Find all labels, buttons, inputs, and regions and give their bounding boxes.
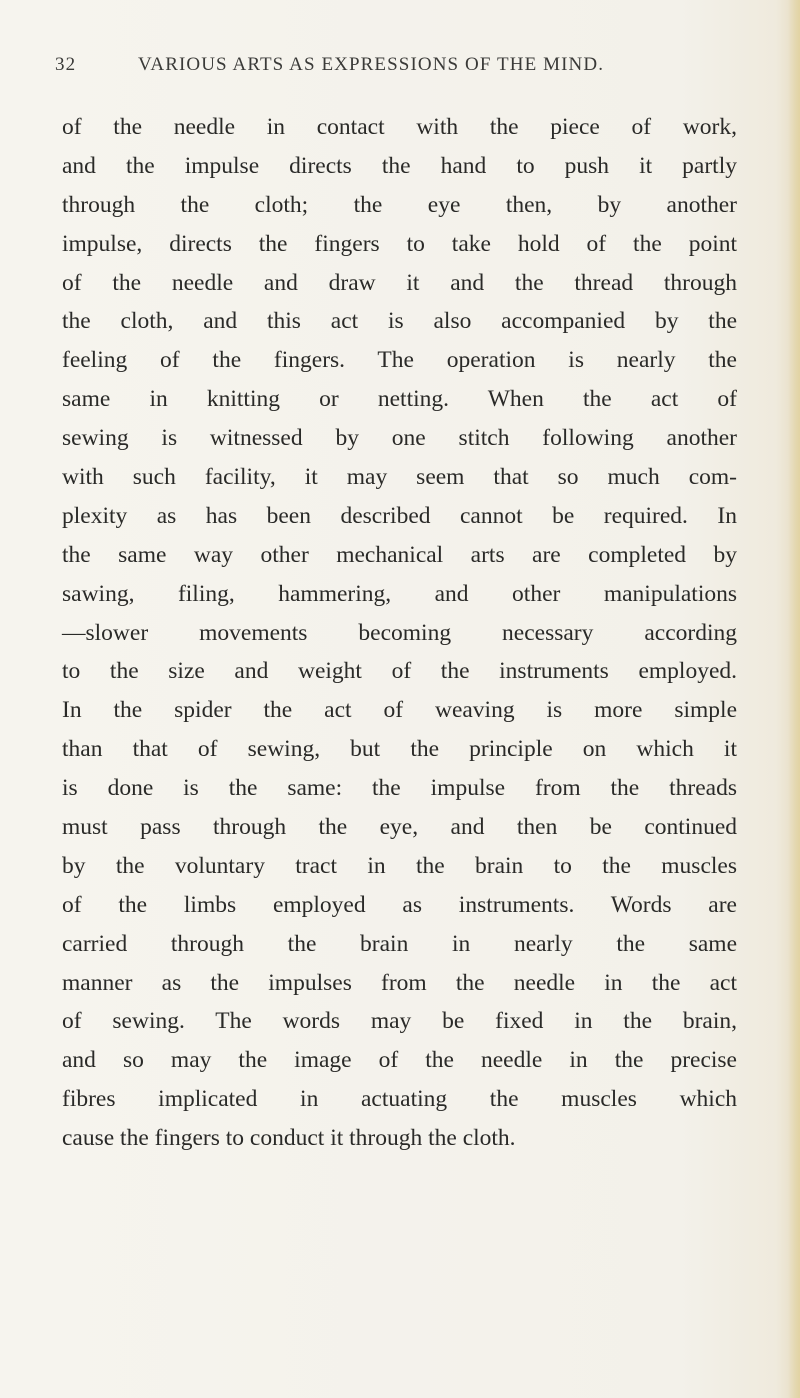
- text-line: —slower movements becoming necessary according: [62, 619, 737, 646]
- text-line: plexity as has been described cannot be required. In: [62, 502, 737, 529]
- text-line: to the size and weight of the instruments employed.: [62, 658, 737, 685]
- text-line: same in knitting or netting. When the act of: [62, 386, 737, 413]
- text-line: the same way other mechanical arts are completed by: [62, 541, 737, 568]
- text-line: In the spider the act of weaving is more simple: [62, 697, 737, 724]
- text-line: of the needle in contact with the piece of work,: [62, 114, 737, 140]
- text-line: fibres implicated in actuating the muscles which: [62, 1086, 737, 1113]
- text-line: through the cloth; the eye then, by another: [62, 191, 737, 218]
- text-line: sewing is witnessed by one stitch following another: [62, 425, 737, 452]
- text-line: of the limbs employed as instruments. Words are: [62, 891, 737, 918]
- page-header: [55, 54, 755, 82]
- text-line: feeling of the fingers. The operation is nearly the: [62, 347, 737, 374]
- text-line: and so may the image of the needle in the precise: [62, 1047, 737, 1074]
- text-line: the cloth, and this act is also accompanied by the: [62, 308, 737, 335]
- page-number: 32: [55, 54, 77, 75]
- text-line: than that of sewing, but the principle on which it: [62, 736, 737, 763]
- page-edge: [788, 0, 800, 1398]
- text-line: sawing, filing, hammering, and other manipulations: [62, 580, 737, 607]
- running-head: VARIOUS ARTS AS EXPRESSIONS OF THE MIND.: [138, 54, 605, 75]
- text-line: by the voluntary tract in the brain to the muscles: [62, 852, 737, 879]
- text-line: manner as the impulses from the needle in the act: [62, 969, 737, 996]
- text-line: carried through the brain in nearly the same: [62, 930, 737, 957]
- text-line: cause the fingers to conduct it through the cloth.: [62, 1125, 516, 1152]
- text-line: must pass through the eye, and then be continued: [62, 814, 737, 841]
- text-line: and the impulse directs the hand to push it partly: [62, 152, 737, 179]
- text-line: with such facility, it may seem that so much com-: [62, 464, 737, 491]
- text-line: of the needle and draw it and the thread through: [62, 269, 737, 296]
- text-line: of sewing. The words may be fixed in the brain,: [62, 1008, 737, 1035]
- body-paragraph: [62, 108, 737, 1158]
- text-line: impulse, directs the fingers to take hold of the point: [62, 230, 737, 257]
- text-line: is done is the same: the impulse from the threads: [62, 775, 737, 802]
